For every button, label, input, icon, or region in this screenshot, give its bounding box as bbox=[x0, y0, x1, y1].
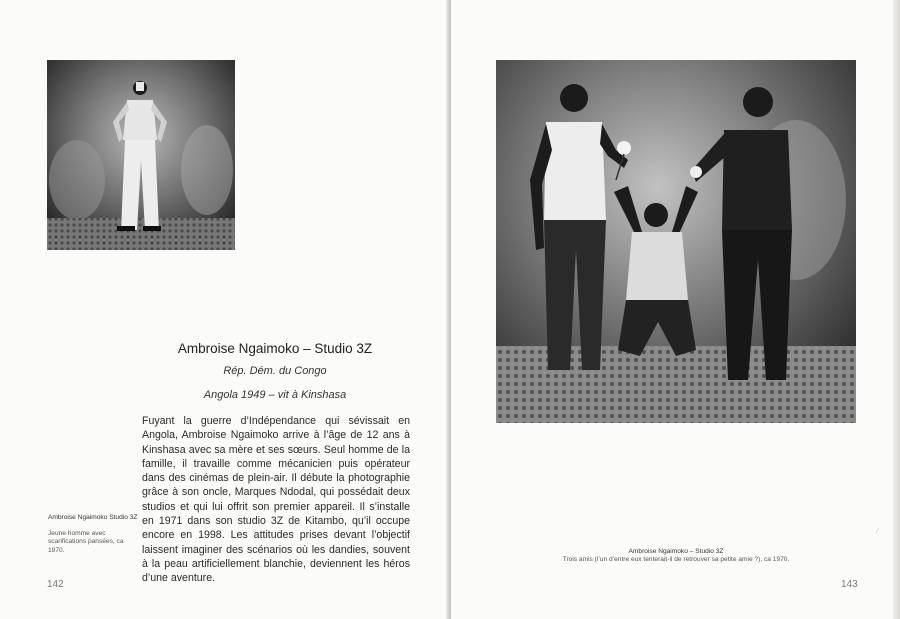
right-caption-title: Ambroise Ngaimoko – Studio 3Z bbox=[628, 548, 724, 555]
portrait-photo-image bbox=[47, 60, 235, 250]
left-caption-description: Jeune homme avec scarifications pansées, ca 1970. bbox=[48, 530, 124, 554]
biography-text: Fuyant la guerre d’Indépendance qui sévissait en Angola, Ambroise Ngaimoko arrive à l’âge de 12 ans à Kinshasa avec sa mère et ses sœurs. Seul homme de la famille, il travaille comme mécanicien puis opérateur dans des cinémas de plein-air. Il débute la photographie grâce à son oncle, Marques Ndodal, qui possédait deux studios et qui lui offrit son premier appareil. Il s’installe en 1971 dans son studio 3Z de Kitambo, qu’il occupe encore en 1998. Les attitudes prises devant l’objectif laissent imaginer des scénarios où les dandies, souvent à la peau artificiellement blanchie, deviennent les héros d’une aventure. bbox=[142, 415, 410, 585]
page-number-right: 143 bbox=[841, 579, 858, 590]
origin-subtitle: Angola 1949 – vit à Kinshasa bbox=[203, 389, 347, 401]
country-subtitle: Rép. Dém. du Congo bbox=[223, 365, 327, 377]
left-caption bbox=[48, 514, 138, 555]
page-number-left: 142 bbox=[47, 579, 64, 590]
left-caption-title: Ambroise Ngaimoko Studio 3Z bbox=[48, 514, 138, 521]
scan-mark-icon: ⁄ bbox=[877, 528, 879, 535]
group-photo-image bbox=[496, 60, 856, 423]
portrait-photo bbox=[47, 60, 235, 250]
right-caption-description: Trois amis (l’un d’entre eux tenterait-il de retrouver sa petite amie ?), ca 1970. bbox=[562, 556, 790, 564]
right-caption bbox=[496, 548, 856, 564]
left-page bbox=[0, 0, 449, 619]
page-edge bbox=[893, 0, 900, 619]
group-photo bbox=[496, 60, 856, 423]
photographer-title: Ambroise Ngaimoko – Studio 3Z bbox=[177, 341, 373, 356]
